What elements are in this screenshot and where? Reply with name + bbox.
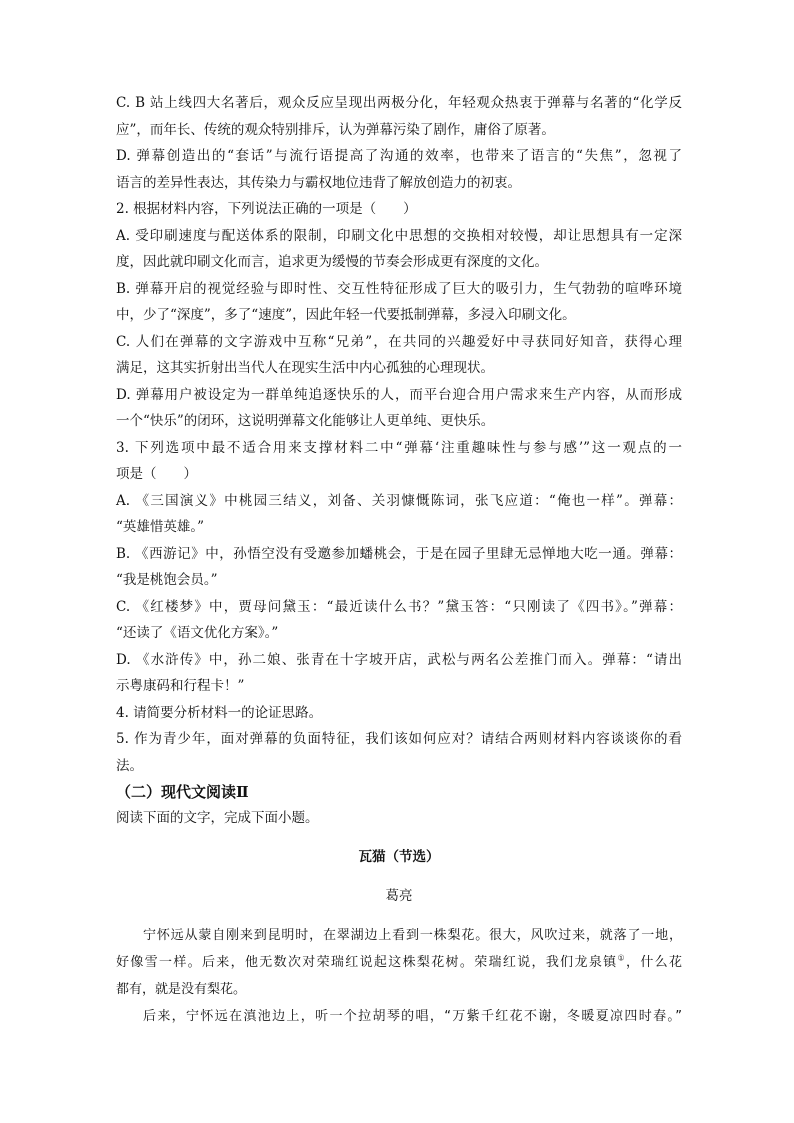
q4-stem: 4. 请简要分析材料一的论证思路。 [116, 704, 323, 721]
q2-option-d-line2: 一个“快乐”的闭环，这说明弹幕文化能够让人更单纯、更快乐。 [116, 413, 495, 429]
q3-option-c-line1: C. 《红楼梦》中，贾母问黛玉：“最近读什么书？”黛玉答：“只刚读了《四书》。”弹幕： [116, 598, 682, 615]
q1-option-c-line1: C. B 站上线四大名著后，观众反应呈现出两极分化，年轻观众热衷于弹幕与名著的“化学反 [116, 95, 682, 111]
q2-option-c-line2: 满足，这其实折射出当代人在现实生活中内心孤独的心理现状。 [116, 360, 494, 376]
q2-option-b-line1: B. 弹幕开启的视觉经验与即时性、交互性特征形成了巨大的吸引力，生气勃勃的喧哗环境 [116, 280, 682, 297]
q3-stem-line1: 3. 下列选项中最不适合用来支撑材料二中“弹幕‘注重趣味性与参与感’”这一观点的一 [116, 439, 682, 456]
q1-option-d-line2: 语言的差异性表达，其传染力与霸权地位违背了解放创造力的初衷。 [116, 174, 521, 191]
passage-p1-line2 [116, 949, 682, 976]
passage-author: 葛亮 [385, 887, 413, 904]
passage-title: 瓦猫（节选） [358, 849, 440, 865]
q2-option-a-line1: A. 受印刷速度与配送体系的限制，印刷文化中思想的交换相对较慢，却让思想具有一定深 [116, 227, 682, 244]
q5-stem-line2: 法。 [116, 757, 143, 774]
passage-p1-line3: 都有，就是没有梨花。 [116, 982, 247, 997]
passage-p1-line2-tail: ，什么花 [626, 955, 682, 970]
q3-option-b-line2: “我是桃饱会员。” [116, 572, 218, 588]
q3-option-b-line1: B. 《西游记》中，孙悟空没有受邀参加蟠桃会，于是在园子里肆无忌惮地大吃一通。弹幕： [116, 545, 682, 562]
q2-stem: 2. 根据材料内容，下列说法正确的一项是（ ） [116, 201, 417, 217]
passage-p1-line1: 宁怀远从蒙自刚来到昆明时，在翠湖边上看到一株梨花。很大，风吹过来，就落了一地， [143, 928, 682, 943]
q3-option-d-line1: D. 《水浒传》中，孙二娘、张青在十字坡开店，武松与两名公差推门而入。弹幕：“请出 [116, 651, 682, 668]
q2-option-c-line1: C. 人们在弹幕的文字游戏中互称“兄弟”，在共同的兴趣爱好中寻获同好知音，获得心理 [116, 333, 682, 350]
q2-option-a-line2: 度，因此就印刷文化而言，追求更为缓慢的节奏会形成更有深度的文化。 [116, 254, 548, 270]
q3-option-d-line2: 示粤康码和行程卡！” [116, 678, 245, 694]
q3-stem-line2: 项是（ ） [116, 466, 197, 482]
passage-p1-line2-text: 好像雪一样。后来，他无数次对荣瑞红说起这株梨花树。荣瑞红说，我们龙泉镇 [116, 955, 618, 970]
footnote-marker: ① [617, 953, 626, 963]
section-instruction: 阅读下面的文字，完成下面小题。 [116, 810, 319, 826]
q3-option-a-line2: “英雄惜英雄。” [116, 519, 205, 535]
passage-p2-line1: 后来，宁怀远在滇池边上，听一个拉胡琴的唱，“万紫千红花不谢，冬暖夏凉四时春。” [143, 1009, 682, 1024]
q2-option-d-line1: D. 弹幕用户被设定为一群单纯追逐快乐的人，而平台迎合用户需求来生产内容，从而形成 [116, 386, 682, 403]
q3-option-c-line2: “还读了《语文优化方案》。” [116, 625, 279, 641]
q1-option-c-line2: 应”，而年长、传统的观众特别排斥，认为弹幕污染了剧作，庸俗了原著。 [116, 121, 555, 138]
q3-option-a-line1: A. 《三国演义》中桃园三结义，刘备、关羽慷慨陈词，张飞应道：“俺也一样”。弹幕： [116, 492, 682, 509]
q5-stem-line1: 5. 作为青少年，面对弹幕的负面特征，我们该如何应对？请结合两则材料内容谈谈你的看 [116, 731, 682, 747]
passage-body [116, 922, 682, 1030]
q2-option-b-line2: 中，少了“深度”，多了“速度”，因此年轻一代要抵制弹幕，多浸入印刷文化。 [116, 307, 576, 323]
document-page [116, 90, 682, 1030]
section-heading: （二）现代文阅读Ⅱ [116, 783, 249, 801]
q1-option-d-line1: D. 弹幕创造出的“套话”与流行语提高了沟通的效率，也带来了语言的“失焦”，忽视了 [116, 148, 682, 164]
